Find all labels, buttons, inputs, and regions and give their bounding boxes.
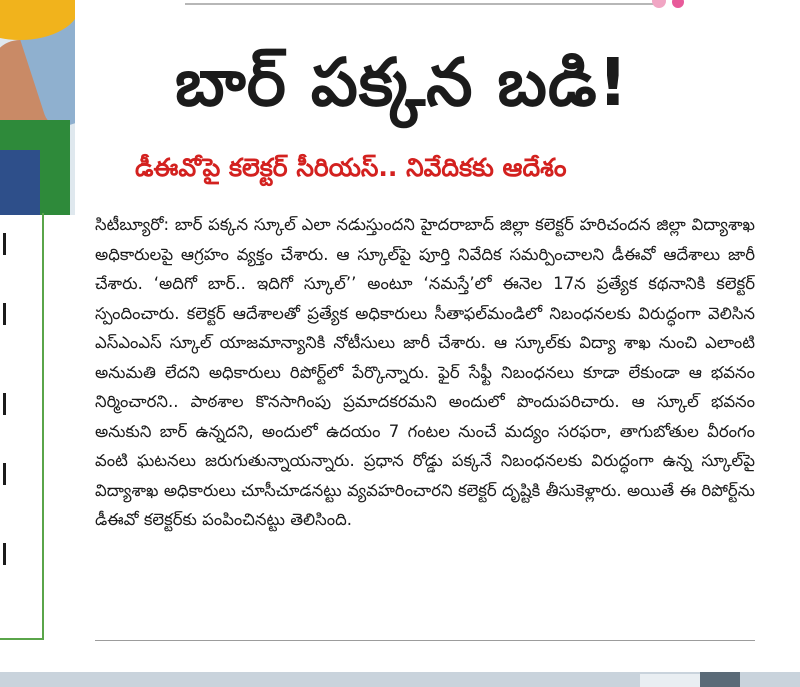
article-headline: బార్ పక్కన బడి! — [175, 44, 629, 121]
article-body — [95, 210, 755, 622]
worker-photo — [0, 0, 75, 215]
sidebar-text-fragment — [3, 393, 6, 415]
sidebar-text-fragment — [3, 303, 6, 325]
sidebar-box — [0, 213, 44, 640]
article-paragraph: సిటీబ్యూరో: బార్ పక్కన స్కూల్ ఎలా నడుస్తుందని హైదరాబాద్ జిల్లా కలెక్టర్ హరిచందన జిల్లా విద్యాశాఖ అధికారులపై ఆగ్రహం వ్యక్తం చేశారు. ఆ స్కూల్‌పై పూర్తి నివేదిక సమర్పించాలని డీఈవో ఆదేశాలు జారీ చేశారు. ‘అదిగో బార్.. ఇదిగో స్కూల్’’ అంటూ ‘నమస్తే’లో ఈనెల 17న ప్రత్యేక కథనానికి కలెక్టర్ స్పందించారు. కలెక్టర్ ఆదేశాలతో ప్రత్యేక అధికారులు సీతాఫల్‌మండిలో నిబంధనలకు విరుద్ధంగా వెలిసిన ఎస్ఎంఎస్ స్కూల్ యాజమాన్యానికి నోటీసులు జారీ చేశారు. ఆ స్కూల్‌కు విద్యా శాఖ నుంచి ఎలాంటి అనుమతి లేదని అధికారులు రిపోర్ట్‌లో పేర్కొన్నారు. ఫైర్ సేఫ్టీ నిబంధనలు కూడా లేకుండా ఆ భవనం నిర్మించారని.. పాఠశాల కొనసాగింపు ప్రమాదకరమని అందులో పొందుపరిచారు. ఆ స్కూల్ భవనం అనుకుని బార్ ఉన్నదని, అందులో ఉదయం 7 గంటల నుంచే మద్యం సరఫరా, తాగుబోతుల వీరంగం వంటి ఘటనలు జరుగుతున్నాయన్నారు. ప్రధాన రోడ్డు పక్కనే నిబంధనలకు విరుద్ధంగా ఉన్న స్కూల్‌పై విద్యాశాఖ అధికారులు చూసీచూడనట్టు వ్యవహరించారని కలెక్టర్ దృష్టికి తీసుకెళ్లారు. అయితే ఈ రిపోర్ట్‌ను డీఈవో కలెక్టర్‌కు పంపించినట్టు తెలిసింది. — [95, 215, 755, 529]
decorative-dot — [672, 0, 684, 8]
decorative-dot — [652, 0, 666, 8]
sidebar-text-fragment — [3, 543, 6, 565]
sidebar-text-fragment — [3, 463, 6, 485]
top-divider — [185, 3, 655, 5]
sidebar-text-fragment — [3, 233, 6, 255]
article-subheadline: డీఈవోపై కలెక్టర్ సీరియస్.. నివేదికకు ఆదేశం — [135, 153, 567, 182]
bottom-divider — [95, 640, 755, 641]
bottom-photo-strip — [0, 672, 800, 687]
